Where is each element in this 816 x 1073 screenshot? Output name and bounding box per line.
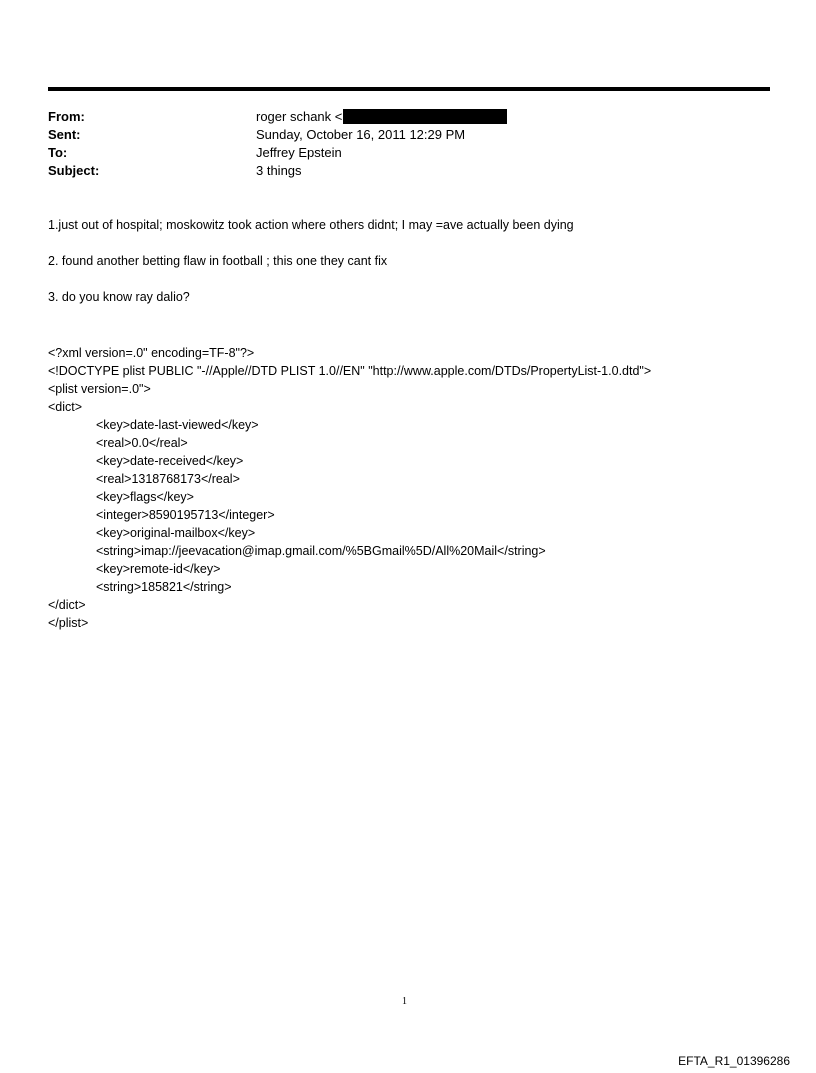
subject-label: Subject:	[48, 163, 100, 178]
xml-line: <?xml version=.0" encoding=TF-8"?>	[48, 346, 255, 360]
to-value: Jeffrey Epstein	[256, 145, 342, 160]
xml-line: <plist version=.0">	[48, 382, 151, 396]
xml-line: <key>date-last-viewed</key>	[96, 418, 259, 432]
redaction-box	[343, 109, 507, 124]
to-label: To:	[48, 145, 68, 160]
plist-xml-block	[48, 344, 651, 632]
document-id: EFTA_R1_01396286	[678, 1054, 790, 1068]
xml-line: <string>185821</string>	[96, 580, 232, 594]
xml-line: <real>1318768173</real>	[96, 472, 240, 486]
xml-line: <integer>8590195713</integer>	[96, 508, 275, 522]
body-paragraph: 2. found another betting flaw in football ; this one they cant fix	[48, 254, 388, 268]
xml-line: <!DOCTYPE plist PUBLIC "-//Apple//DTD PLIST 1.0//EN" "http://www.apple.com/DTDs/PropertyList-1.0.dtd">	[48, 364, 652, 378]
xml-line: </plist>	[48, 616, 89, 630]
from-sender: roger schank <	[256, 109, 343, 124]
xml-line: <string>imap://jeevacation@imap.gmail.com/%5BGmail%5D/All%20Mail</string>	[96, 544, 546, 558]
xml-line: <key>flags</key>	[96, 490, 194, 504]
xml-line: </dict>	[48, 598, 86, 612]
email-body	[48, 216, 574, 324]
page-number: 1	[402, 996, 407, 1007]
header-rule	[48, 87, 770, 91]
sent-value: Sunday, October 16, 2011 12:29 PM	[256, 127, 466, 142]
body-paragraph: 1.just out of hospital; moskowitz took action where others didnt; I may =ave actually been dying	[48, 218, 574, 232]
xml-line: <real>0.0</real>	[96, 436, 188, 450]
xml-line: <key>original-mailbox</key>	[96, 526, 256, 540]
body-paragraph: 3. do you know ray dalio?	[48, 290, 190, 304]
sent-label: Sent:	[48, 127, 81, 142]
from-value	[256, 108, 507, 126]
xml-line: <key>date-received</key>	[96, 454, 244, 468]
xml-line: <key>remote-id</key>	[96, 562, 221, 576]
xml-line: <dict>	[48, 400, 83, 414]
from-label: From:	[48, 109, 85, 124]
subject-value: 3 things	[256, 163, 302, 178]
